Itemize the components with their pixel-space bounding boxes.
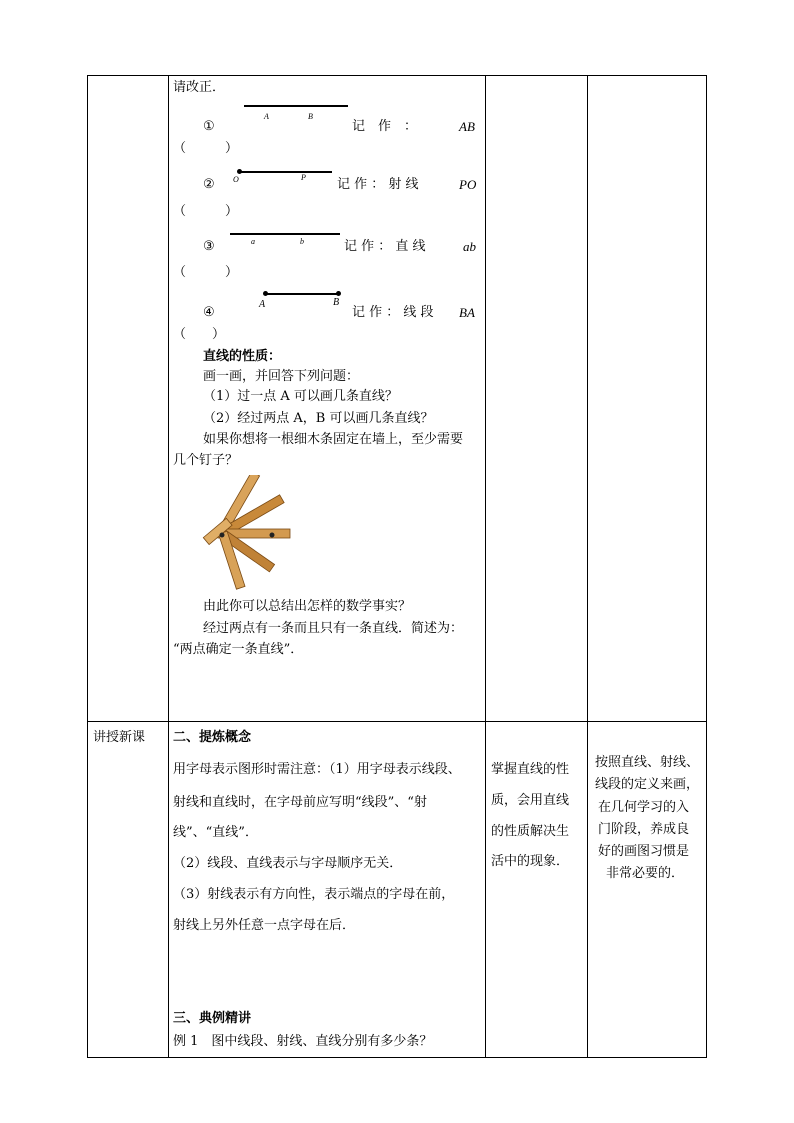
intent-line: 非常必要的． [606,866,685,881]
item-number: ② [203,177,215,192]
col-divider-1 [168,76,169,1057]
item-number: ③ [203,239,215,254]
point-label: A [264,112,269,121]
item-notation-text: 记 作 ： 射 线 [337,177,419,192]
note-line: （2）线段、直线表示与字母顺序无关． [173,856,403,871]
point-label: a [251,237,255,246]
question-1: （1）过一点 A 可以画几条直线？ [203,389,398,404]
goal-line: 活中的现象． [491,854,570,869]
note-line: （3）射线表示有方向性，表示端点的字母在前， [173,887,455,902]
intent-line: 好的画图习惯是 [598,844,690,859]
point-label: B [333,297,340,308]
col-divider-3 [587,76,588,1057]
lesson-table [87,75,707,1058]
answer-blank: （ ） [173,141,239,156]
point-label: O [233,175,239,184]
figure-line-ab [244,105,348,107]
item-notation: BA [459,305,475,320]
instruction: 画一画，并回答下列问题： [203,369,360,384]
figure-ray-op [240,171,332,173]
question-2: （2）经过两点 A，B 可以画几条直线？ [203,411,434,426]
segment-endpoint-b [336,291,341,296]
goal-line: 的性质解决生 [491,824,570,839]
summary-question: 由此你可以总结出怎样的数学事实？ [203,599,412,614]
item-notation-text: 记 作 ： [352,119,418,134]
answer-blank: （ ） [173,327,226,342]
figure-segment-ab [265,293,338,295]
conclusion-quote: “两点确定一条直线”． [173,642,304,657]
point-label: b [300,237,304,246]
intro-text: 请改正． [173,80,226,95]
item-notation: ab [463,239,476,254]
goal-line: 掌握直线的性 [491,762,570,777]
goal-line: 质，会用直线 [491,793,570,808]
note-line: 射线上另外任意一点字母在后． [173,918,356,933]
item-notation-text: 记 作 ： 直 线 [344,239,426,254]
point-label: P [301,173,306,182]
note-line: 线”、“直线”． [173,825,258,840]
stage-label: 讲授新课 [93,730,146,745]
property-title: 直线的性质： [203,349,282,364]
nail-question: 如果你想将一根细木条固定在墙上，至少需要 [203,432,464,447]
note-line: 用字母表示图形时需注意：（1）用字母表示线段、 [173,762,461,777]
intent-line: 线段的定义来画， [595,777,700,792]
item-number: ④ [203,305,215,320]
item-number: ① [203,119,215,134]
intent-line: 按照直线、射线、 [595,755,700,770]
answer-blank: （ ） [173,265,239,280]
intent-line: 门阶段，养成良 [598,822,690,837]
item-notation-text: 记 作 ： 线 段 [352,305,434,320]
point-label: B [308,112,313,121]
section-title: 三、典例精讲 [173,1011,252,1026]
nailed-sticks-illustration [200,475,300,595]
section-title: 二、提炼概念 [173,730,252,745]
note-line: 射线和直线时，在字母前应写明“线段”、“射 [173,795,427,810]
nail-question-cont: 几个钉子？ [173,453,239,468]
example-question: 例 1 图中线段、射线、直线分别有多少条？ [173,1034,433,1049]
item-notation: AB [459,119,475,134]
item-notation: PO [459,177,477,192]
answer-blank: （ ） [173,204,239,219]
intent-line: 在几何学习的入 [598,800,690,815]
col-divider-2 [485,76,486,1057]
point-label: A [259,299,266,310]
row-divider [88,721,706,722]
figure-line-ab-lower [230,233,340,235]
conclusion: 经过两点有一条而且只有一条直线．简述为： [203,621,464,636]
